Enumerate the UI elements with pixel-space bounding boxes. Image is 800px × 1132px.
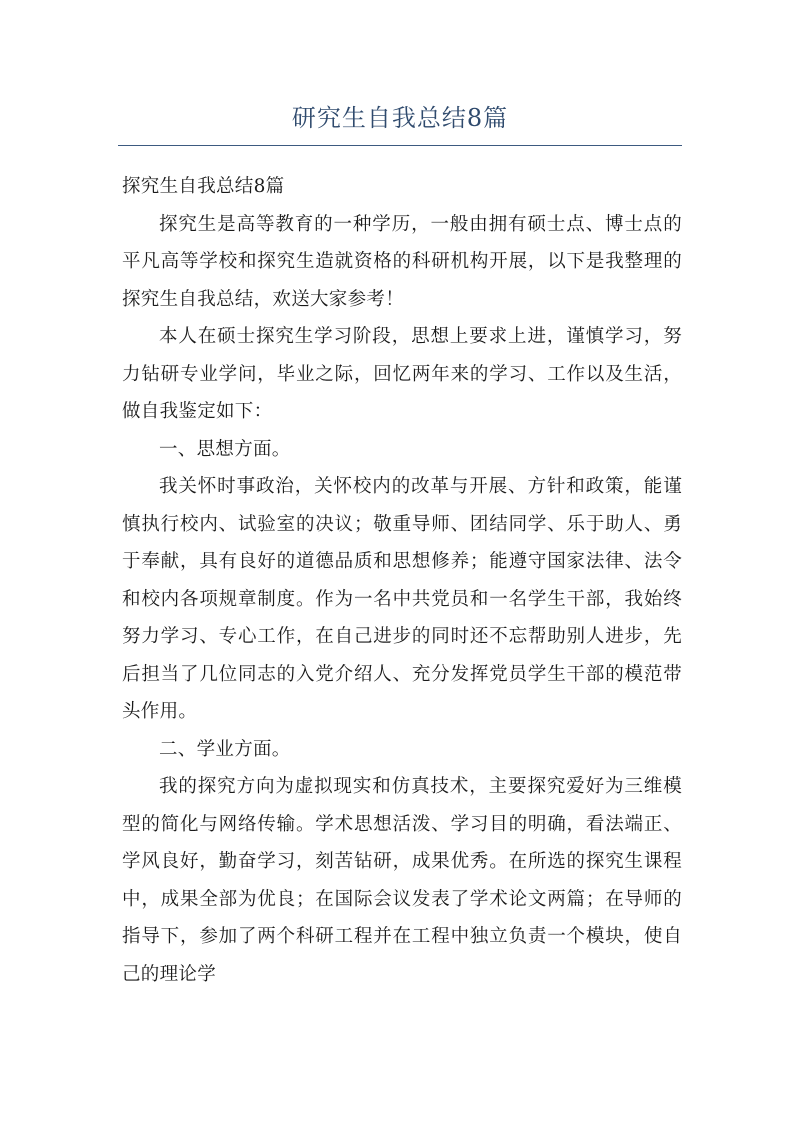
section-heading-thought: 一、思想方面。 (159, 438, 291, 460)
document-title: 研究生自我总结8篇 (291, 104, 509, 132)
section-heading-study: 二、学业方面。 (159, 738, 291, 760)
document-subtitle: 探究生自我总结8篇 (122, 176, 285, 197)
body-paragraph: 我关怀时事政治，关怀校内的改革与开展、方针和政策，能谨慎执行校内、试验室的决议；敬重导师、团结同学、乐于助人、勇于奉献，具有良好的道德品质和思想修养；能遵守国家法律、法令和校内各项规章制度。作为一名中共党员和一名学生干部，我始终努力学习、专心工作，在自己进步的同时还不忘帮助别人进步，先后担当了几位同志的入党介绍人、充分发挥党员学生干部的模范带头作用。 (122, 476, 682, 722)
body-paragraph: 本人在硕士探究生学习阶段，思想上要求上进，谨慎学习，努力钻研专业学问，毕业之际，回忆两年来的学习、工作以及生活，做自我鉴定如下： (122, 326, 682, 422)
title-underline (118, 145, 682, 146)
body-paragraph: 我的探究方向为虚拟现实和仿真技术，主要探究爱好为三维模型的简化与网络传输。学术思想活泼、学习目的明确，看法端正、学风良好，勤奋学习，刻苦钻研，成果优秀。在所选的探究生课程中，成果全部为优良；在国际会议发表了学术论文两篇；在导师的指导下，参加了两个科研工程并在工程中独立负责一个模块，使自己的理论学 (122, 776, 682, 985)
intro-paragraph: 探究生是高等教育的一种学历，一般由拥有硕士点、博士点的平凡高等学校和探究生造就资格的科研机构开展，以下是我整理的探究生自我总结，欢送大家参考！ (122, 213, 682, 310)
document-body (122, 168, 682, 993)
